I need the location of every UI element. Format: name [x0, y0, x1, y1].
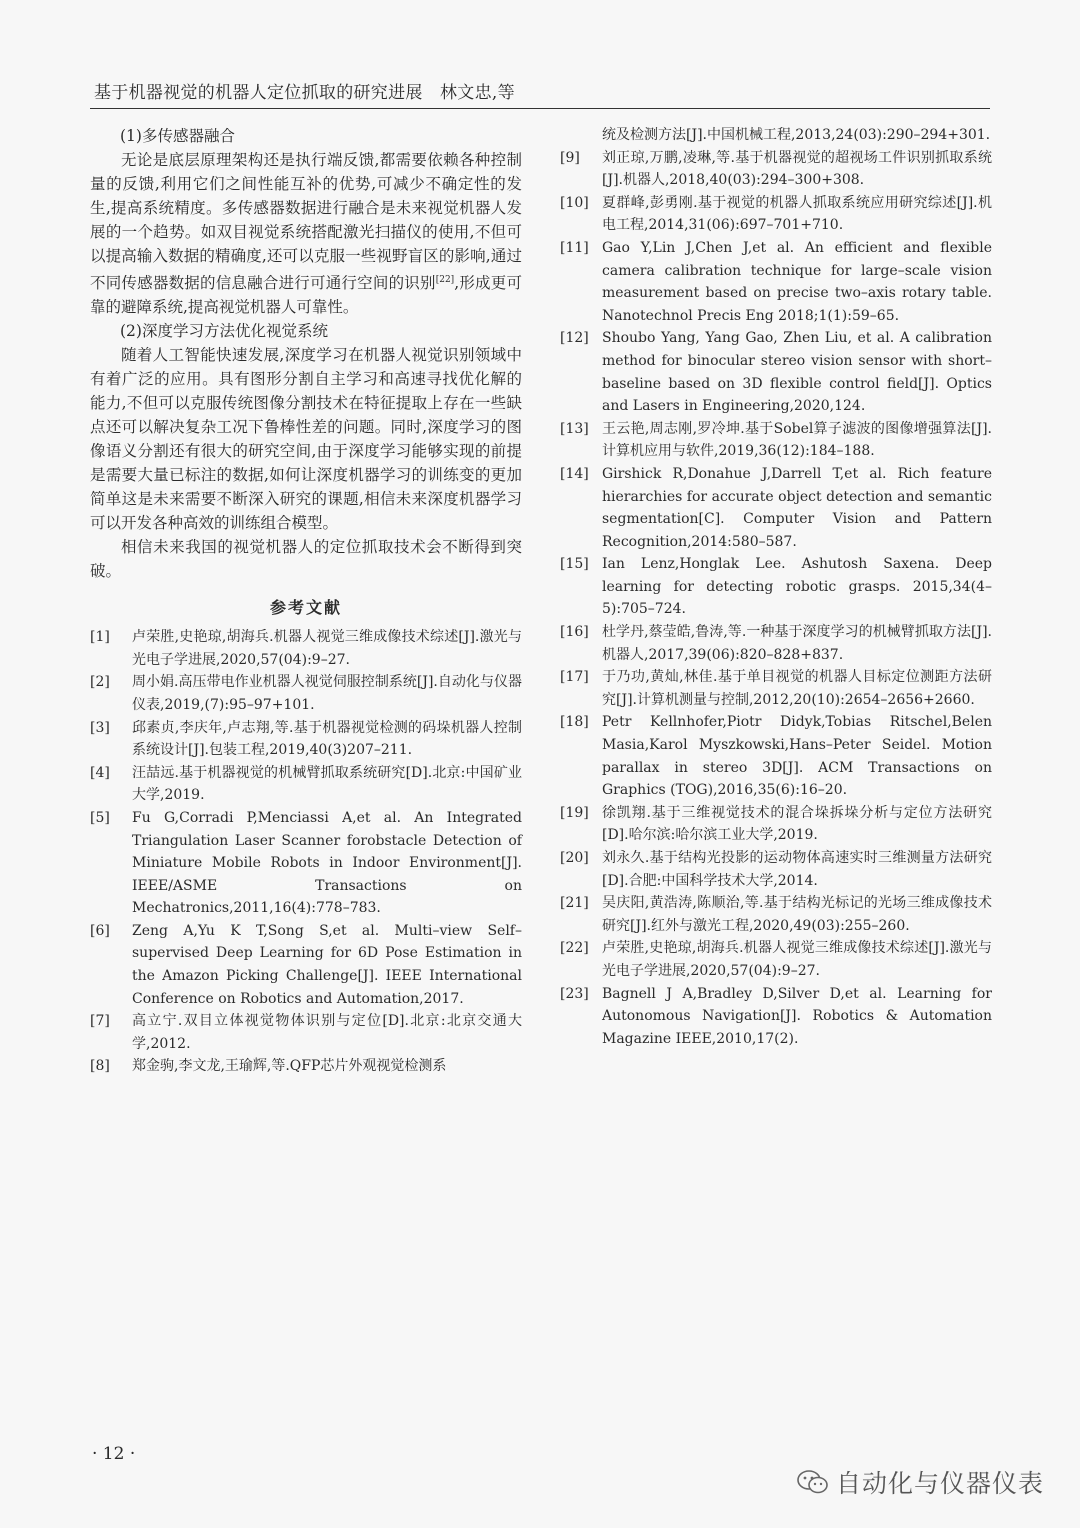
- reference-item: [560, 621, 992, 666]
- reference-item: [560, 553, 992, 621]
- reference-item: [560, 847, 992, 892]
- reference-item: [90, 1055, 522, 1078]
- reference-item: [90, 626, 522, 671]
- paragraph-text: 无论是底层原理架构还是执行端反馈,都需要依赖各种控制量的反馈,利用它们之间性能互补的优势,可减少不确定性的发生,提高系统精度。多传感器数据进行融合是未来视觉机器人发展的一个趋势。如双目视觉系统搭配激光扫描仪的使用,不但可以提高输入数据的精确度,还可以克服一些视野盲区的影响,通过不同传感器数据的信息融合进行可通行空间的识别: [90, 151, 522, 293]
- reference-item: [560, 327, 992, 417]
- reference-number: [16]: [560, 624, 589, 641]
- reference-number: [6]: [90, 922, 110, 939]
- reference-text: 吴庆阳,黄浩涛,陈顺治,等.基于结构光标记的光场三维成像技术研究[J].红外与激光工程,2020,49(03):255–260.: [602, 895, 992, 934]
- reference-number: [22]: [560, 940, 589, 957]
- running-header: [90, 72, 990, 109]
- paragraph-text: ,形成更可靠的避障系统,提高视觉机器人可靠性。: [90, 274, 522, 317]
- reference-number: [23]: [560, 985, 589, 1002]
- reference-number: [12]: [560, 330, 589, 347]
- right-column: [560, 124, 992, 1050]
- reference-text: Ian Lenz,Honglak Lee. Ashutosh Saxena. Deep learning for detecting robotic grasps. 2015,34(4–5):705–724.: [602, 556, 992, 618]
- reference-number: [3]: [90, 719, 110, 736]
- reference-item: [90, 920, 522, 1010]
- reference-number: [19]: [560, 804, 589, 821]
- reference-number: [14]: [560, 465, 589, 482]
- reference-item: [90, 717, 522, 762]
- reference-text: Girshick R,Donahue J,Darrell T,et al. Rich feature hierarchies for accurate object detection and semantic segmentation[C]. Computer Vision and Pattern Recognition,2014:580–587.: [602, 465, 992, 550]
- reference-continuation: 统及检测方法[J].中国机械工程,2013,24(03):290–294+301.: [602, 127, 991, 143]
- reference-text: 杜学丹,蔡莹皓,鲁涛,等.一种基于深度学习的机械臂抓取方法[J].机器人,2017,39(06):820–828+837.: [602, 624, 992, 663]
- reference-text: 夏群峰,彭勇刚.基于视觉的机器人抓取系统应用研究综述[J].机电工程,2014,31(06):697–701+710.: [602, 194, 992, 234]
- reference-item: [90, 762, 522, 807]
- reference-text: 刘永久.基于结构光投影的运动物体高速实时三维测量方法研究[D].合肥:中国科学技术大学,2014.: [602, 850, 992, 889]
- reference-item: [560, 711, 992, 801]
- reference-item: [560, 666, 992, 711]
- section-heading: (1)多传感器融合: [120, 127, 235, 145]
- reference-number: [9]: [560, 149, 580, 166]
- paragraph: 随着人工智能快速发展,深度学习在机器人视觉识别领域中有着广泛的应用。具有图形分割自主学习和高速寻找优化解的能力,不但可以克服传统图像分割技术在特征提取上存在一些缺点还可以解决复杂工况下鲁棒性差的问题。同时,深度学习的图像语义分割还有很大的研究空间,由于深度学习能够实现的前提是需要大量已标注的数据,如何让深度机器学习的训练变的更加简单这是未来需要不断深入研究的课题,相信未来深度机器学习可以开发各种高效的训练组合模型。: [90, 346, 522, 533]
- reference-text: 高立宁.双目立体视觉物体识别与定位[D].北京:北京交通大学,2012.: [132, 1013, 522, 1052]
- header-title: 基于机器视觉的机器人定位抓取的研究进展 林文忠,等: [94, 83, 515, 103]
- reference-text: 邱素贞,李庆年,卢志翔,等.基于机器视觉检测的码垛机器人控制系统设计[J].包装工程,2019,40(3)207–211.: [132, 719, 522, 759]
- reference-text: 王云艳,周志刚,罗冷坤.基于Sobel算子滤波的图像增强算法[J].计算机应用与软件,2019,36(12):184–188.: [602, 420, 992, 460]
- reference-item: [90, 1010, 522, 1055]
- reference-item: [560, 192, 992, 237]
- reference-text: Fu G,Corradi P,Menciassi A,et al. An Integrated Triangulation Laser Scanner forobstacle Detection of Miniature Mobile Robots in Indoor Environment[J]. IEEE/ASME Transactions on Mechatronics,2011,16(4):778–783.: [132, 809, 522, 917]
- reference-number: [8]: [90, 1058, 110, 1075]
- reference-number: [1]: [90, 629, 110, 646]
- reference-text: 周小娟.高压带电作业机器人视觉伺服控制系统[J].自动化与仪器仪表,2019,(7):95–97+101.: [132, 674, 522, 713]
- paragraph: 相信未来我国的视觉机器人的定位抓取技术会不断得到突破。: [90, 538, 522, 581]
- wechat-icon: [796, 1469, 830, 1495]
- paragraph: [90, 148, 522, 319]
- wechat-watermark: [796, 1464, 1044, 1500]
- reference-text: 汪喆远.基于机器视觉的机械臂抓取系统研究[D].北京:中国矿业大学,2019.: [132, 764, 522, 804]
- citation: [22]: [435, 275, 455, 285]
- reference-item: [560, 463, 992, 553]
- reference-number: [20]: [560, 850, 589, 866]
- reference-text: Zeng A,Yu K T,Song S,et al. Multi–view Self–supervised Deep Learning for 6D Pose Estimation in the Amazon Picking Challenge[J]. IEEE International Conference on Robotics and Automation,2017.: [132, 922, 522, 1007]
- reference-text: 徐凯翔.基于三维视觉技术的混合垛拆垛分析与定位方法研究[D].哈尔滨:哈尔滨工业大学,2019.: [602, 804, 992, 844]
- reference-text: 郑金驹,李文龙,王瑜辉,等.QFP芯片外观视觉检测系: [132, 1058, 447, 1075]
- reference-text: 于乃功,黄灿,林佳.基于单目视觉的机器人目标定位测距方法研究[J].计算机测量与控制,2012,20(10):2654–2656+2660.: [602, 669, 992, 708]
- reference-number: [17]: [560, 669, 589, 686]
- reference-item: [560, 802, 992, 847]
- reference-item: [560, 418, 992, 463]
- reference-number: [11]: [560, 239, 589, 256]
- reference-item: [560, 892, 992, 937]
- reference-number: [15]: [560, 556, 589, 573]
- reference-item: [560, 147, 992, 192]
- reference-number: [13]: [560, 420, 589, 437]
- reference-text: 卢荣胜,史艳琼,胡海兵.机器人视觉三维成像技术综述[J].激光与光电子学进展,2020,57(04):9–27.: [132, 629, 522, 668]
- reference-text: Shoubo Yang, Yang Gao, Zhen Liu, et al. A calibration method for binocular stereo vision sensor with short–baseline based on 3D flexible control field[J]. Optics and Lasers in Engineering,2020,124.: [602, 330, 992, 415]
- reference-item: [90, 807, 522, 920]
- reference-number: [10]: [560, 194, 589, 211]
- reference-number: [2]: [90, 674, 110, 691]
- reference-text: Petr Kellnhofer,Piotr Didyk,Tobias Ritschel,Belen Masia,Karol Myszkowski,Hans–Peter Seidel. Motion parallax in stereo 3D[J]. ACM Transactions on Graphics (TOG),2016,35(6):16–20.: [602, 714, 992, 799]
- left-column: [90, 124, 522, 1078]
- reference-text: 卢荣胜,史艳琼,胡海兵.机器人视觉三维成像技术综述[J].激光与光电子学进展,2020,57(04):9–27.: [602, 940, 992, 979]
- reference-text: Gao Y,Lin J,Chen J,et al. An efficient and flexible camera calibration technique for large–scale vision measurement based on precise two–axis rotary table. Nanotechnol Precis Eng 2018;1(1):59–65.: [602, 239, 992, 324]
- reference-number: [4]: [90, 764, 110, 781]
- page-number: · 12 ·: [92, 1444, 136, 1464]
- reference-list: [560, 147, 992, 1051]
- section-heading: (2)深度学习方法优化视觉系统: [120, 322, 328, 341]
- reference-list: [90, 626, 522, 1078]
- reference-item: [560, 237, 992, 327]
- reference-text: 刘正琼,万鹏,凌琳,等.基于机器视觉的超视场工件识别抓取系统[J].机器人,2018,40(03):294–300+308.: [602, 149, 992, 189]
- references-title: 参考文献: [269, 598, 342, 618]
- reference-item: [560, 937, 992, 982]
- reference-item: [90, 671, 522, 716]
- reference-number: [21]: [560, 895, 589, 912]
- reference-item: [560, 983, 992, 1051]
- watermark-text: 自动化与仪器仪表: [835, 1469, 1044, 1498]
- reference-number: [5]: [90, 809, 110, 826]
- reference-number: [18]: [560, 714, 589, 731]
- reference-text: Bagnell J A,Bradley D,Silver D,et al. Learning for Autonomous Navigation[J]. Robotics & Automation Magazine IEEE,2010,17(2).: [602, 985, 992, 1047]
- reference-number: [7]: [90, 1013, 110, 1030]
